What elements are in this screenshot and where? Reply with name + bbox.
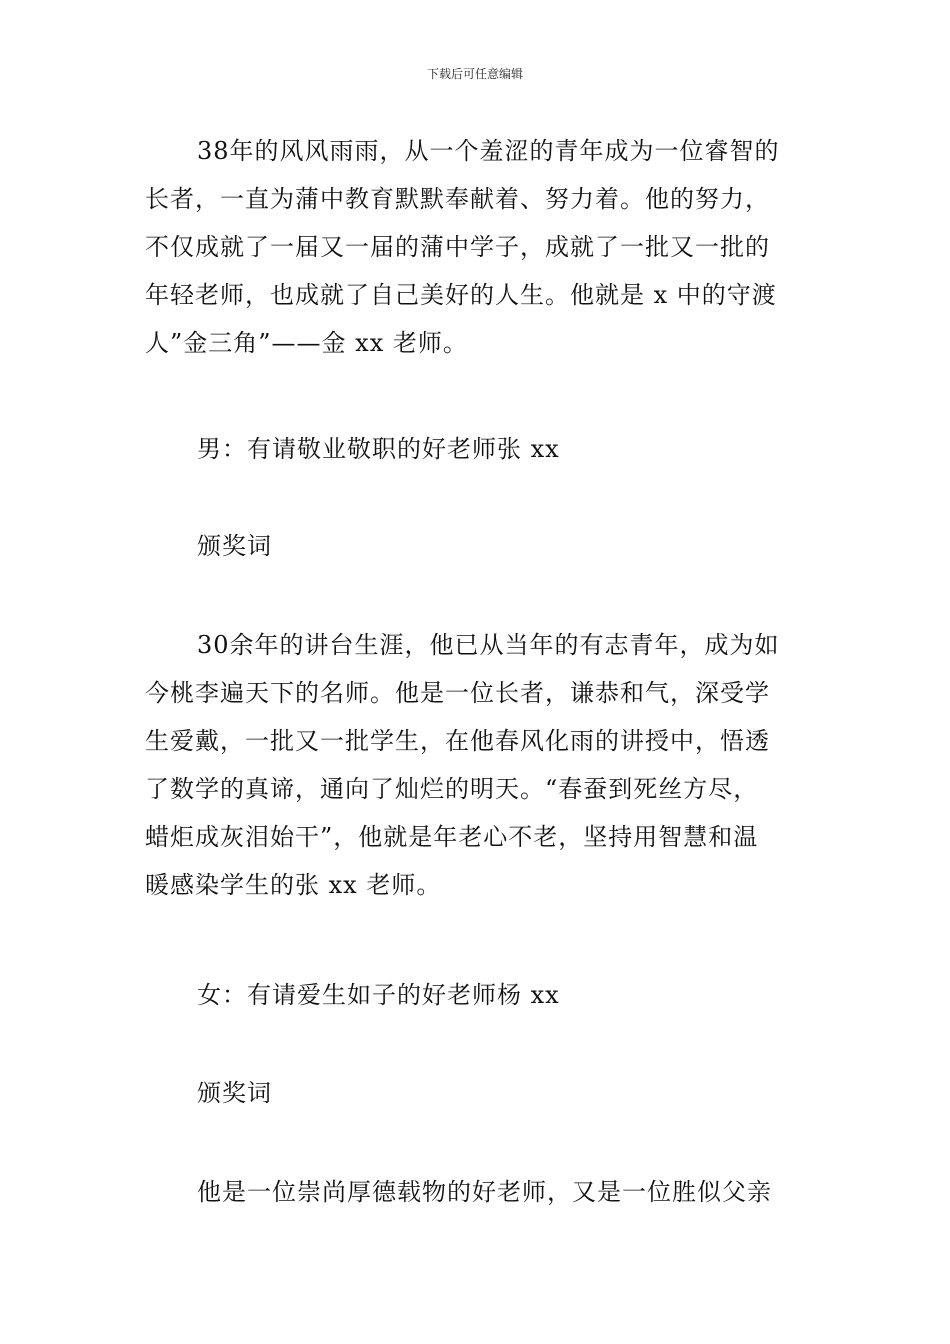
announcement-female-host: [145, 971, 810, 1019]
paragraph-line: 他是一位崇尚厚德载物的好老师，又是一位胜似父亲: [197, 1178, 772, 1206]
paragraph-line: 38年的风风雨雨，从一个羞涩的青年成为一位睿智的: [197, 137, 780, 165]
page-header: 下载后可任意编辑: [426, 67, 523, 81]
announcement-text: 男：有请敬业敬职的好老师张 xx: [197, 435, 560, 463]
paragraph-jin-intro: [145, 127, 810, 367]
paragraph-line: 生爱戴，一批又一批学生，在他春风化雨的讲授中，悟透: [145, 727, 770, 755]
award-citation-heading: [145, 522, 810, 570]
paragraph-line: 人”金三角”——金 xx 老师。: [145, 329, 468, 357]
paragraph-line: 暖感染学生的张 xx 老师。: [145, 871, 442, 899]
heading-text: 颁奖词: [197, 532, 272, 560]
paragraph-line: 年轻老师，也成就了自己美好的人生。他就是 x 中的守渡: [145, 281, 777, 309]
paragraph-zhang-citation: [145, 621, 810, 909]
paragraph-line: 长者，一直为蒲中教育默默奉献着、努力着。他的努力，: [145, 185, 770, 213]
announcement-male-host: [145, 425, 810, 473]
paragraph-line: 今桃李遍天下的名师。他是一位长者，谦恭和气，深受学: [145, 679, 770, 707]
paragraph-line: 蜡炬成灰泪始干”，他就是年老心不老，坚持用智慧和温: [145, 823, 759, 851]
paragraph-yang-citation: [145, 1168, 810, 1216]
announcement-text: 女：有请爱生如子的好老师杨 xx: [197, 981, 560, 1009]
award-citation-heading: [145, 1069, 810, 1117]
paragraph-line: 30余年的讲台生涯，他已从当年的有志青年，成为如: [197, 631, 780, 659]
paragraph-line: 不仅成就了一届又一届的蒲中学子，成就了一批又一批的: [145, 233, 770, 261]
heading-text: 颁奖词: [197, 1079, 272, 1107]
paragraph-line: 了数学的真谛，通向了灿烂的明天。“春蚕到死丝方尽，: [145, 775, 759, 803]
